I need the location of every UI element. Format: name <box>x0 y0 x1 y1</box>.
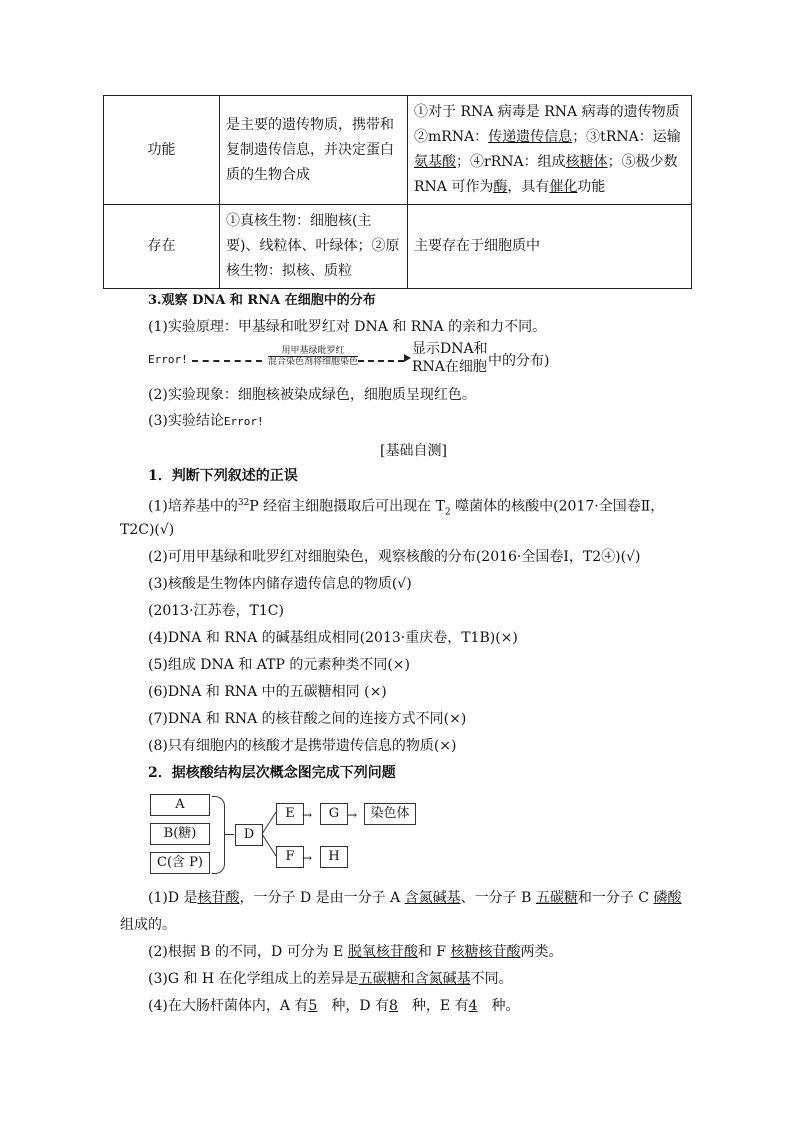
q1-item-3-source: (2013·江苏卷，T1C) <box>148 603 284 619</box>
node-chromosome: 染色体 <box>364 803 416 825</box>
node-h: H <box>320 846 348 868</box>
rna-location-cell: 主要存在于细胞质中 <box>408 205 692 289</box>
arrow-g-chromosome-icon: → <box>347 808 358 822</box>
answer-1-cont: 组成的。 <box>120 917 176 933</box>
dna-location-cell: ①真核生物：细胞核(主要)、线粒体、叶绿体；②原核生物：拟核、质粒 <box>220 205 408 289</box>
answer-2: (2)根据 B 的不同，D 可分为 E 脱氧核苷酸和 F 核糖核苷酸两类。 <box>148 944 563 960</box>
rna-function-cell: ①对于 RNA 病毒是 RNA 病毒的遗传物质②mRNA：传递遗传信息；③tRNA：运输氨基酸；④rRNA：组成核糖体；⑤极少数 RNA 可作为酶，具有催化功能 <box>408 96 692 205</box>
q1-item-4: (4)DNA 和 RNA 的碱基组成相同(2013·重庆卷，T1B)(×) <box>148 630 518 646</box>
dna-function-cell: 是主要的遗传物质，携带和复制遗传信息，并决定蛋白质的生物合成 <box>220 96 408 205</box>
dashed-arrow-left <box>192 360 262 362</box>
q1-item-1-cont: T2C)(√) <box>120 522 175 538</box>
answer-3: (3)G 和 H 在化学组成上的差异是五碳糖和含氮碱基不同。 <box>148 971 513 987</box>
conclusion-text: (3)实验结论Error! <box>148 413 264 429</box>
dna-rna-comparison-table <box>103 95 692 289</box>
q1-item-5: (5)组成 DNA 和 ATP 的元素种类不同(×) <box>148 657 410 673</box>
connector-line <box>224 834 234 835</box>
node-a: A <box>150 794 210 816</box>
dashed-arrow-right <box>358 360 404 362</box>
section3-heading: 3.观察 DNA 和 RNA 在细胞中的分布 <box>148 293 376 308</box>
arrow-label: 用甲基绿吡罗红 混合染色剂将细胞染色 <box>268 346 359 367</box>
q2-heading: 2．据核酸结构层次概念图完成下列问题 <box>148 765 396 781</box>
q1-item-3: (3)核酸是生物体内储存遗传信息的物质(√) <box>148 576 412 592</box>
q1-item-8: (8)只有细胞内的核酸才是携带遗传信息的物质(×) <box>148 738 457 754</box>
q1-item-7: (7)DNA 和 RNA 的核苷酸之间的连接方式不同(×) <box>148 711 467 727</box>
q1-heading: 1．判断下列叙述的正误 <box>148 468 298 484</box>
arrow-head-icon <box>404 354 411 362</box>
arrow-e-g-icon: → <box>302 808 313 822</box>
q1-item-2: (2)可用甲基绿和吡罗红对细胞染色，观察核酸的分布(2016·全国卷Ⅰ，T2④)(√) <box>148 549 641 565</box>
principle-text: (1)实验原理：甲基绿和吡罗红对 DNA 和 RNA 的亲和力不同。 <box>148 319 547 335</box>
node-c: C(含 P) <box>150 852 210 874</box>
arrow-f-h-icon: → <box>302 851 313 865</box>
error-text: Error! <box>148 353 188 366</box>
node-f: F <box>276 846 304 868</box>
self-test-title: [基础自测] <box>380 443 447 459</box>
answer-4: (4)在大肠杆菌体内，A 有5 种，D 有8 种，E 有4 种。 <box>148 998 520 1014</box>
node-e: E <box>276 803 304 825</box>
table-row <box>104 205 692 289</box>
table-row <box>104 96 692 205</box>
q1-item-1: (1)培养基中的$^{32}$P 经宿主细胞摄取后可出现在 $T_2$ 噬菌体的核酸中(2017·全国卷Ⅱ， <box>148 498 665 518</box>
node-d: D <box>235 824 263 846</box>
q1-item-6: (6)DNA 和 RNA 中的五碳糖相同 (×) <box>148 684 387 700</box>
result-tail: 中的分布) <box>488 353 550 369</box>
row-label-function: 功能 <box>104 96 220 205</box>
answer-1: (1)D 是核苷酸，一分子 D 是由一分子 A 含氮碱基、一分子 B 五碳糖和一分子 C 磷酸 <box>148 890 682 906</box>
node-g: G <box>320 803 348 825</box>
phenomenon-text: (2)实验现象：细胞核被染成绿色，细胞质呈现红色。 <box>148 387 476 403</box>
node-b: B(糖) <box>150 823 210 845</box>
row-label-location: 存在 <box>104 205 220 289</box>
result-label: 显示DNA和 RNA在细胞 <box>412 341 488 375</box>
brace-icon <box>212 796 225 874</box>
